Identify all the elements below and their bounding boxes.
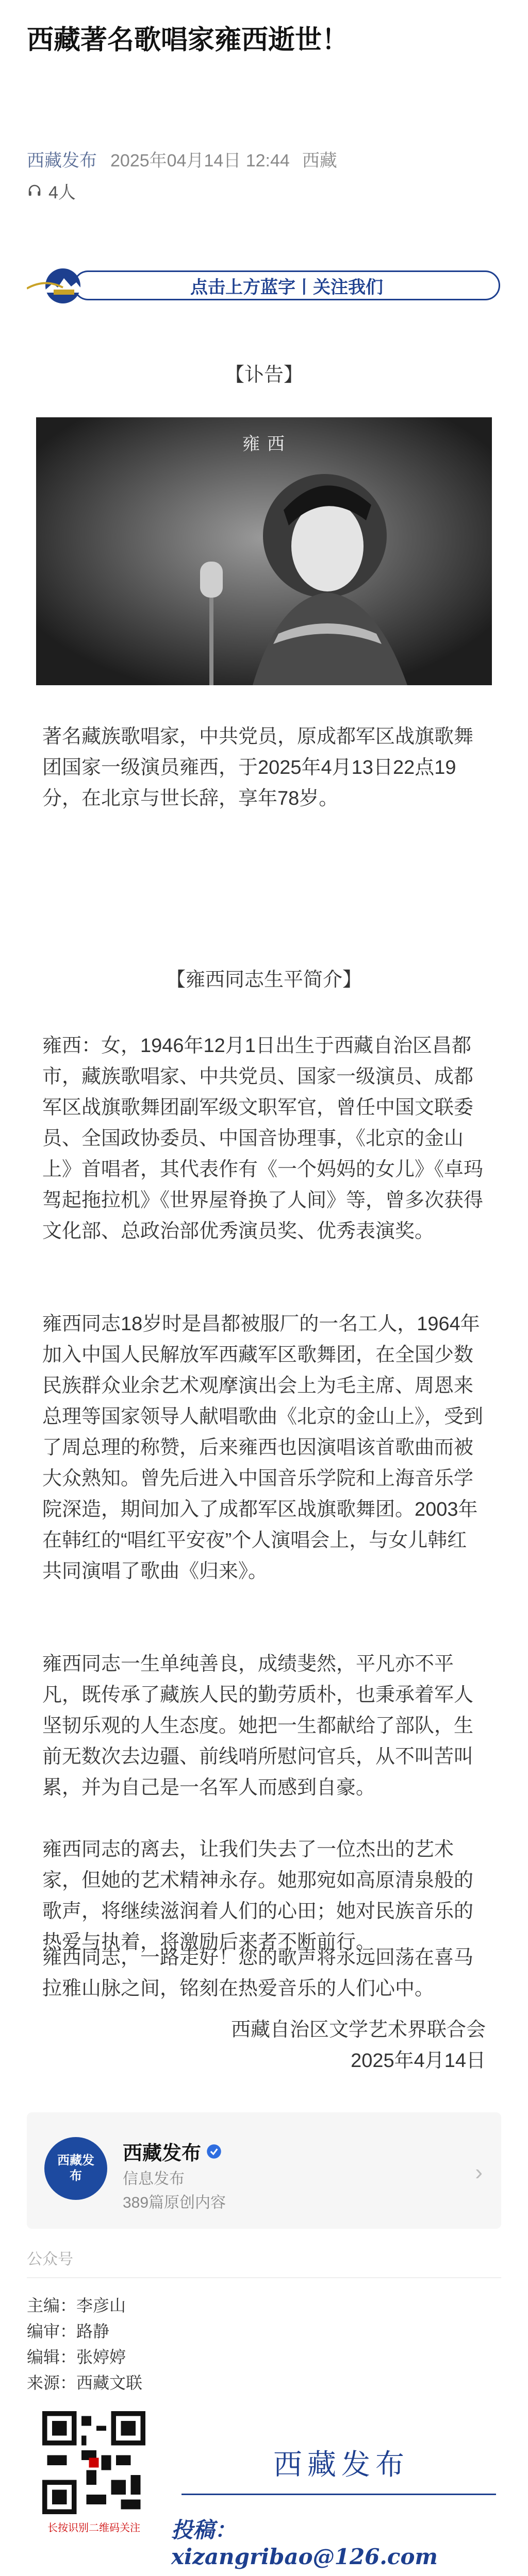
submission-email: 投稿：xizangribao@126.com xyxy=(171,2517,438,2569)
singer-photo-image xyxy=(36,417,492,685)
credit-value: 西藏文联 xyxy=(76,2374,143,2392)
credit-label: 编辑： xyxy=(27,2348,77,2366)
qr-code-icon[interactable] xyxy=(42,2411,145,2514)
divider xyxy=(27,2277,501,2278)
signature-org: 西藏自治区文学艺术界联合会 xyxy=(230,2019,486,2041)
publish-location: 西藏 xyxy=(302,150,337,171)
singer-photo xyxy=(36,417,492,685)
credit-reviewer xyxy=(27,2318,109,2342)
credit-label: 编审： xyxy=(27,2322,77,2341)
footer-banner xyxy=(27,2411,501,2569)
account-posts: 389篇原创内容 xyxy=(123,2194,226,2211)
footer-banner-line xyxy=(182,2494,496,2495)
account-type-label: 公众号 xyxy=(27,2251,73,2268)
credit-value: 李彦山 xyxy=(76,2296,126,2315)
account-name-row xyxy=(123,2137,222,2165)
credit-editor-in-chief xyxy=(27,2293,126,2316)
account-avatar-text: 西藏发布 xyxy=(57,2154,94,2183)
photo-caption: 雍西 xyxy=(242,434,292,454)
obituary-heading: 【讣告】 xyxy=(224,364,303,386)
listener-text: 4人 xyxy=(48,182,76,202)
account-desc: 信息发布 xyxy=(123,2171,185,2188)
bio-paragraph-4: 雍西同志的离去，让我们失去了一位杰出的艺术家，但她的艺术精神永存。她那宛如高原清泉般的歌声，将继续滋润着人们的心田；她对民族音乐的热爱与执着，将激励后来者不断前行。 xyxy=(42,1839,474,1953)
source-link[interactable]: 西藏发布 xyxy=(27,150,97,171)
chevron-right-icon: › xyxy=(475,2160,483,2185)
footer-banner-title: 西藏发布 xyxy=(273,2448,409,2482)
signature-date: 2025年4月14日 xyxy=(351,2050,486,2072)
credit-editor xyxy=(27,2344,126,2368)
follow-banner-text: 点击上方蓝字丨关注我们 xyxy=(73,270,500,300)
listener-count[interactable] xyxy=(27,180,76,201)
publish-date: 2025年04月14日 12:44 xyxy=(110,150,290,171)
article-meta xyxy=(27,148,337,169)
bio-paragraph-3: 雍西同志一生单纯善良，成绩斐然，平凡亦不平凡，既传承了藏族人民的勤劳质朴，也秉承着军人坚韧乐观的人生态度。她把一生都献给了部队，生前无数次去边疆、前线哨所慰问官兵，从不叫苦叫累，并为自己是一名军人而感到自豪。 xyxy=(42,1653,474,1799)
credit-value: 路静 xyxy=(76,2322,110,2341)
credit-source xyxy=(27,2370,142,2394)
follow-banner[interactable] xyxy=(27,268,501,304)
credit-value: 张婷婷 xyxy=(76,2348,126,2366)
account-card[interactable] xyxy=(27,2112,501,2229)
potala-logo-icon xyxy=(27,268,104,304)
credit-label: 来源： xyxy=(27,2374,77,2392)
bio-paragraph-2: 雍西同志18岁时是昌都被服厂的一名工人，1964年加入中国人民解放军西藏军区歌舞团，在全国少数民族群众业余艺术观摩演出会上为毛主席、周恩来总理等国家领导人献唱歌曲《北京的金山上》，受到了周总理的称赞，后来雍西也因演唱该首歌曲而被大众熟知。曾先后进入中国音乐学院和上海音乐学院深造，期间加入了成都军区战旗歌舞团。2003年在韩红的“唱红平安夜”个人演唱会上，与女儿韩红共同演唱了歌曲《归来》。 xyxy=(42,1313,484,1582)
farewell-paragraph: 雍西同志，一路走好！您的歌声将永远回荡在喜马拉雅山脉之间，铭刻在热爱音乐的人们心中。 xyxy=(42,1947,474,1999)
account-name: 西藏发布 xyxy=(123,2143,202,2164)
credit-label: 主编： xyxy=(27,2296,77,2315)
headphones-icon xyxy=(27,183,42,198)
bio-paragraph-1: 雍西：女，1946年12月1日出生于西藏自治区昌都市，藏族歌唱家、中共党员、国家一级演员、成都军区战旗歌舞团副军级文职军官，曾任中国文联委员、全国政协委员、中国音协理事，《北京的金山上》首唱者，其代表作有《一个妈妈的女儿》《卓玛驾起拖拉机》《世界屋脊换了人间》等，曾多次获得文化部、总政治部优秀演员奖、优秀表演奖。 xyxy=(42,1035,484,1242)
account-avatar xyxy=(44,2137,107,2200)
bio-heading: 【雍西同志生平简介】 xyxy=(166,969,362,991)
verified-icon xyxy=(206,2144,222,2159)
qr-caption: 长按识别二维码关注 xyxy=(47,2522,140,2534)
intro-paragraph: 著名藏族歌唱家，中共党员，原成都军区战旗歌舞团国家一级演员雍西，于2025年4月13日22点19分，在北京与世长辞，享年78岁。 xyxy=(42,726,474,809)
article-title: 西藏著名歌唱家雍西逝世！ xyxy=(27,25,349,55)
